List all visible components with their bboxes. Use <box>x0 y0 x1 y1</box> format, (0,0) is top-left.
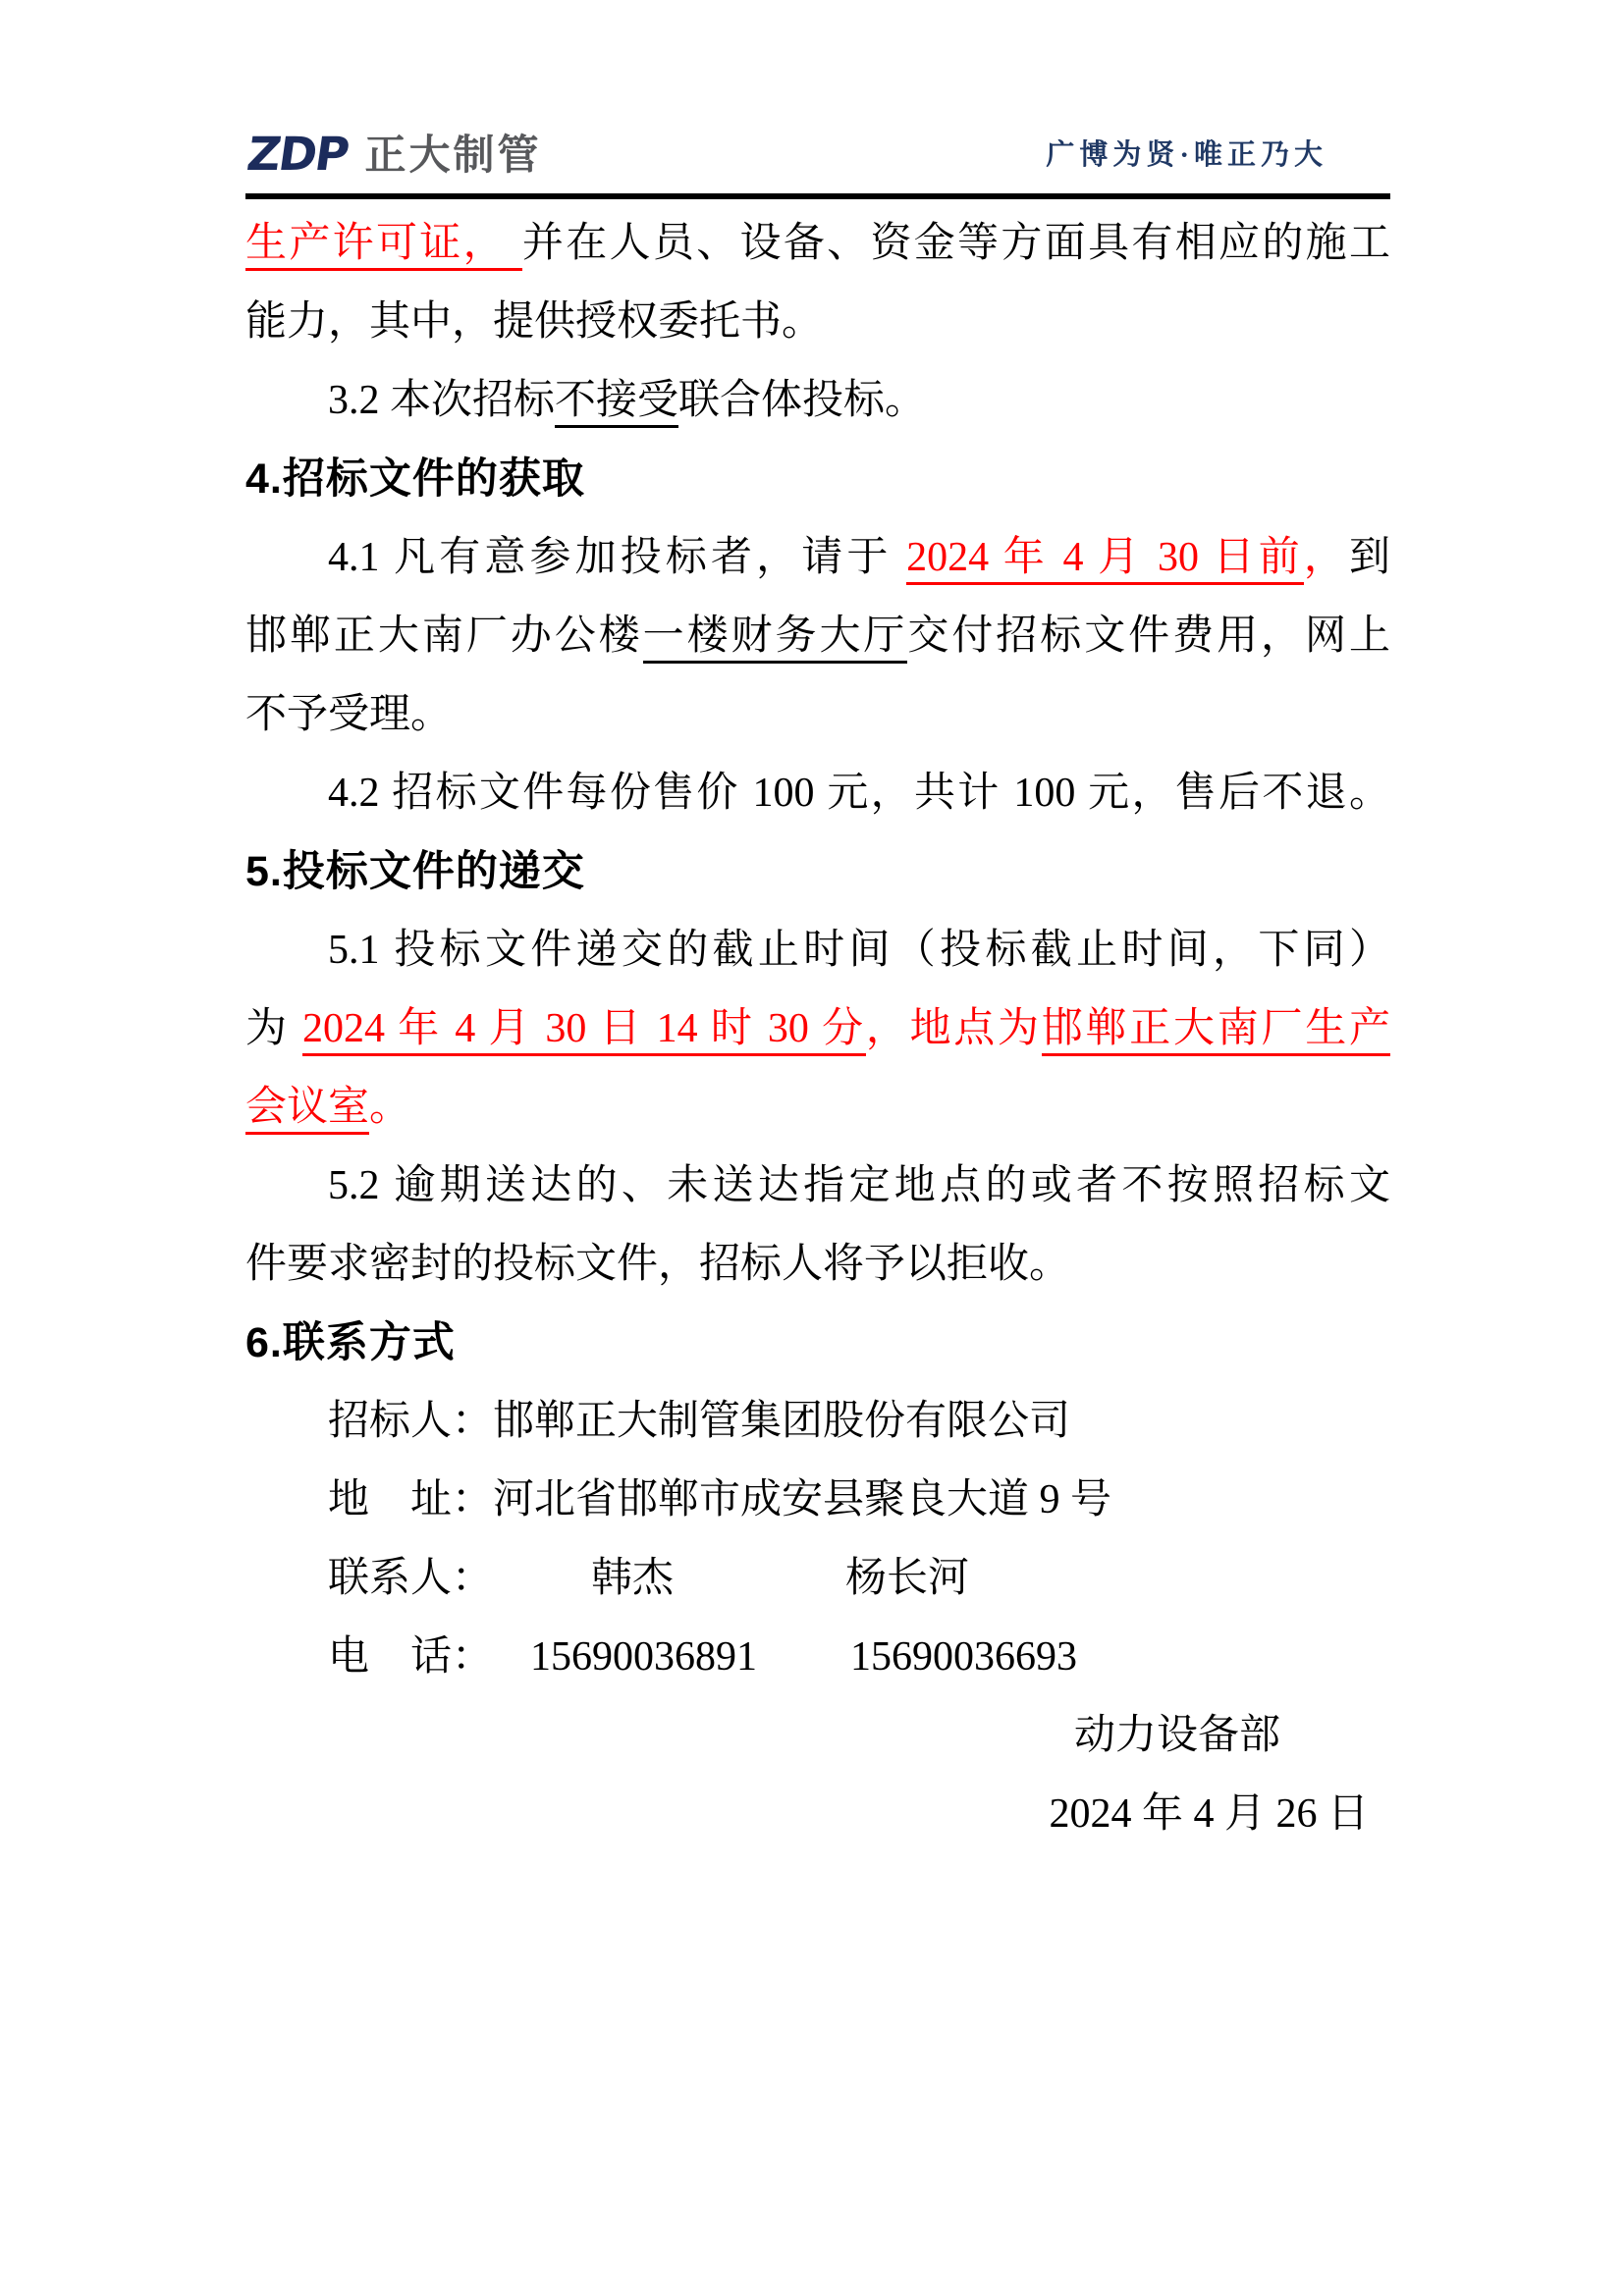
text-segment: 会议室 <box>245 1085 369 1135</box>
company-name: 正大制管 <box>364 130 542 179</box>
clause-5-2 <box>245 1147 1390 1225</box>
text-segment: 不接受 <box>555 378 678 428</box>
contact-tenderer <box>245 1382 1390 1461</box>
section-heading-4 <box>245 440 1390 518</box>
zdp-logo-mark: ZDP <box>244 127 352 182</box>
text-segment: 能力，其中，提供授权委托书。 <box>245 299 824 345</box>
document-body <box>245 204 1390 1853</box>
text-segment: 联合体投标。 <box>678 378 927 423</box>
text-segment: 15690036693 <box>850 1634 1078 1680</box>
company-slogan: 广博为贤·唯正乃大 <box>1046 139 1327 171</box>
clause-5-2-continuation <box>245 1225 1390 1304</box>
text-segment: 4.招标文件的获取 <box>245 455 585 503</box>
text-segment: 并在人员、设备、资金等方面具有相应的施工 <box>521 221 1390 266</box>
clause-4-1-continuation <box>245 675 1390 754</box>
text-segment: 2024 年 4 月 30 日前 <box>906 535 1304 585</box>
text-segment: ， <box>1303 535 1349 580</box>
text-segment: 为 <box>245 1006 302 1051</box>
text-segment: 生产许可证， <box>245 221 522 271</box>
clause-5-1-continuation <box>245 1068 1390 1147</box>
text-segment: 动力设备部 <box>1073 1713 1280 1758</box>
text-segment: 招标人：邯郸正大制管集团股份有限公司 <box>328 1399 1071 1444</box>
paragraph-3-1-continuation <box>245 204 1390 283</box>
text-segment: 2024 年 4 月 30 日 14 时 30 分 <box>302 1006 866 1056</box>
text-segment: 6.联系方式 <box>245 1319 456 1366</box>
text-segment: 4.2 招标文件每份售价 100 元，共计 100 元，售后不退。 <box>328 771 1390 816</box>
text-segment: 5.2 逾期送达的、未送达指定地点的或者不按照招标文 <box>328 1163 1390 1208</box>
text-segment: 交付招标文件费用，网上 <box>907 614 1390 659</box>
clause-4-2 <box>245 754 1390 832</box>
footer-date <box>245 1775 1390 1853</box>
text-segment: 3.2 本次招标 <box>328 378 556 423</box>
text-segment: 邯郸正大南厂生产 <box>1042 1006 1390 1056</box>
text-segment: 一楼财务大厅 <box>643 614 908 664</box>
text-segment: 5.投标文件的递交 <box>245 848 585 895</box>
clause-4-1-continuation <box>245 597 1390 675</box>
text-segment: 邯郸正大南厂办公楼 <box>245 614 643 659</box>
text-segment: 15690036891 <box>530 1634 758 1680</box>
section-heading-5 <box>245 832 1390 911</box>
text-segment: 到 <box>1348 535 1390 580</box>
text-segment: 杨长河 <box>845 1556 970 1601</box>
text-segment: 地 址：河北省邯郸市成安县聚良大道 9 号 <box>328 1477 1112 1522</box>
clause-4-1 <box>245 518 1390 597</box>
contact-address <box>245 1461 1390 1539</box>
contact-persons <box>245 1539 1390 1618</box>
text-segment: 。 <box>369 1085 411 1130</box>
text-segment: 4.1 凡有意参加投标者，请于 <box>328 535 907 580</box>
text-segment: 5.1 投标文件递交的截止时间（投标截止时间，下同） <box>328 928 1390 973</box>
header-divider <box>245 193 1390 199</box>
clause-5-1 <box>245 911 1390 989</box>
text-segment: 件要求密封的投标文件，招标人将予以拒收。 <box>245 1242 1071 1287</box>
clause-3-2 <box>245 361 1390 440</box>
text-segment: 电 话： <box>328 1634 494 1680</box>
paragraph-3-1-continuation <box>245 283 1390 361</box>
company-logo <box>244 127 542 182</box>
text-segment: 不予受理。 <box>245 692 453 737</box>
text-segment: 联系人： <box>328 1556 494 1601</box>
section-heading-6 <box>245 1304 1390 1382</box>
contact-phones <box>245 1618 1390 1696</box>
text-segment: ，地点为 <box>865 1006 1042 1051</box>
footer-department <box>245 1696 1390 1775</box>
clause-5-1-continuation <box>245 989 1390 1068</box>
text-segment: 韩杰 <box>591 1556 675 1601</box>
text-segment: 2024 年 4 月 26 日 <box>1049 1791 1369 1837</box>
